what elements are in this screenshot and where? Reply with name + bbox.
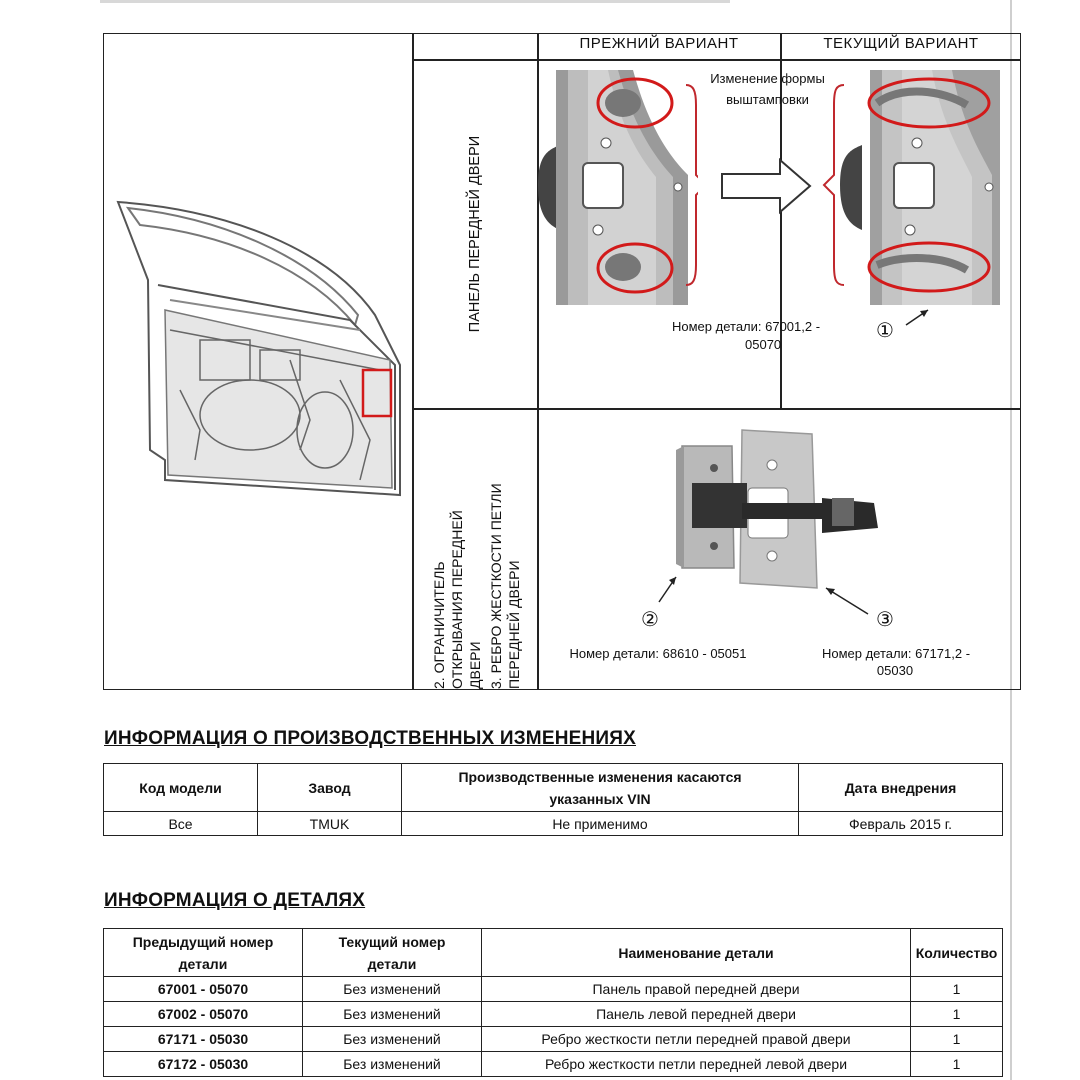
marker-1: ① — [876, 318, 894, 342]
table-row — [104, 1027, 1003, 1052]
parts-header-prev-line1: Предыдущий номер — [132, 933, 274, 950]
production-cell-plant: TMUK — [258, 812, 402, 836]
door-illustration — [110, 190, 410, 510]
production-cell-vin: Не применимо — [402, 812, 799, 836]
parts-header-curr — [303, 929, 482, 977]
parts-header-prev-line2: детали — [178, 955, 228, 972]
production-header-model: Код модели — [104, 764, 258, 812]
production-header-vin-line1: Производственные изменения касаются — [458, 768, 742, 785]
part1-number-cont: 05070 — [745, 337, 782, 352]
production-cell-date: Февраль 2015 г. — [799, 812, 1003, 836]
parts-cell-name: Ребро жесткости петли передней левой двери — [482, 1052, 911, 1077]
parts-header-name: Наименование детали — [482, 929, 911, 977]
parts-cell-curr: Без изменений — [303, 1027, 482, 1052]
table-row — [104, 1002, 1003, 1027]
part1-number: Номер детали: 67001,2 - — [672, 319, 821, 334]
parts-cell-name: Панель правой передней двери — [482, 977, 911, 1002]
row2-label-c: ДВЕРИ — [467, 641, 483, 689]
production-header-vin-line2: указанных VIN — [549, 790, 651, 807]
parts-cell-qty: 1 — [911, 1052, 1003, 1077]
parts-cell-name: Ребро жесткости петли передней правой двери — [482, 1027, 911, 1052]
parts-cell-curr: Без изменений — [303, 1052, 482, 1077]
production-table — [103, 763, 1003, 836]
parts-cell-qty: 1 — [911, 1002, 1003, 1027]
pointer-arrow-1 — [903, 306, 933, 328]
parts-header-prev — [104, 929, 303, 977]
col-prev-header: ПРЕЖНИЙ ВАРИАНТ — [579, 35, 739, 52]
parts-cell-curr: Без изменений — [303, 977, 482, 1002]
parts-cell-qty: 1 — [911, 1027, 1003, 1052]
table-row — [104, 977, 1003, 1002]
row2-label-b: ОТКРЫВАНИЯ ПЕРЕДНЕЙ — [449, 510, 465, 689]
divider-h1 — [412, 59, 1021, 61]
pointer-arrow-2 — [656, 573, 681, 605]
prev-panel-illustration — [538, 65, 698, 310]
parts-header-qty: Количество — [911, 929, 1003, 977]
parts-table — [103, 928, 1003, 1077]
part3-number: Номер детали: 67171,2 - — [821, 646, 971, 661]
production-section-title: ИНФОРМАЦИЯ О ПРОИЗВОДСТВЕННЫХ ИЗМЕНЕНИЯХ — [104, 728, 637, 749]
divider-v1 — [412, 33, 414, 690]
production-cell-model: Все — [104, 812, 258, 836]
pointer-arrow-3 — [822, 585, 872, 617]
row1-label: ПАНЕЛЬ ПЕРЕДНЕЙ ДВЕРИ — [467, 135, 483, 333]
marker-2: ② — [641, 607, 659, 631]
marker-3: ③ — [876, 607, 894, 631]
production-header-vin — [402, 764, 799, 812]
parts-cell-curr: Без изменений — [303, 1002, 482, 1027]
parts-cell-prev: 67002 - 05070 — [104, 1002, 303, 1027]
parts-cell-prev: 67172 - 05030 — [104, 1052, 303, 1077]
annotation-line2: выштамповки — [726, 92, 809, 107]
parts-cell-prev: 67001 - 05070 — [104, 977, 303, 1002]
parts-cell-qty: 1 — [911, 977, 1003, 1002]
curr-panel-illustration — [822, 65, 1002, 310]
parts-header-row — [104, 929, 1003, 977]
top-rule — [100, 0, 730, 3]
parts-header-curr-line1: Текущий номер — [338, 933, 446, 950]
part2-number: Номер детали: 68610 - 05051 — [569, 646, 747, 661]
door-check-illustration — [672, 428, 887, 598]
table-row — [104, 812, 1003, 836]
change-arrow — [720, 158, 815, 216]
row2-label-e: ПЕРЕДНЕЙ ДВЕРИ — [506, 560, 522, 689]
col-curr-header: ТЕКУЩИЙ ВАРИАНТ — [823, 35, 979, 52]
parts-cell-name: Панель левой передней двери — [482, 1002, 911, 1027]
production-header-row — [104, 764, 1003, 812]
row2-label-a: 2. ОГРАНИЧИТЕЛЬ — [431, 561, 447, 689]
parts-header-curr-line2: детали — [367, 955, 417, 972]
annotation-line1: Изменение формы — [710, 71, 825, 86]
production-header-date: Дата внедрения — [799, 764, 1003, 812]
production-header-plant: Завод — [258, 764, 402, 812]
part3-number-cont: 05030 — [876, 663, 914, 678]
parts-section-title: ИНФОРМАЦИЯ О ДЕТАЛЯХ — [104, 890, 366, 911]
table-row — [104, 1052, 1003, 1077]
row2-label-d: 3. РЕБРО ЖЕСТКОСТИ ПЕТЛИ — [488, 483, 504, 689]
parts-cell-prev: 67171 - 05030 — [104, 1027, 303, 1052]
